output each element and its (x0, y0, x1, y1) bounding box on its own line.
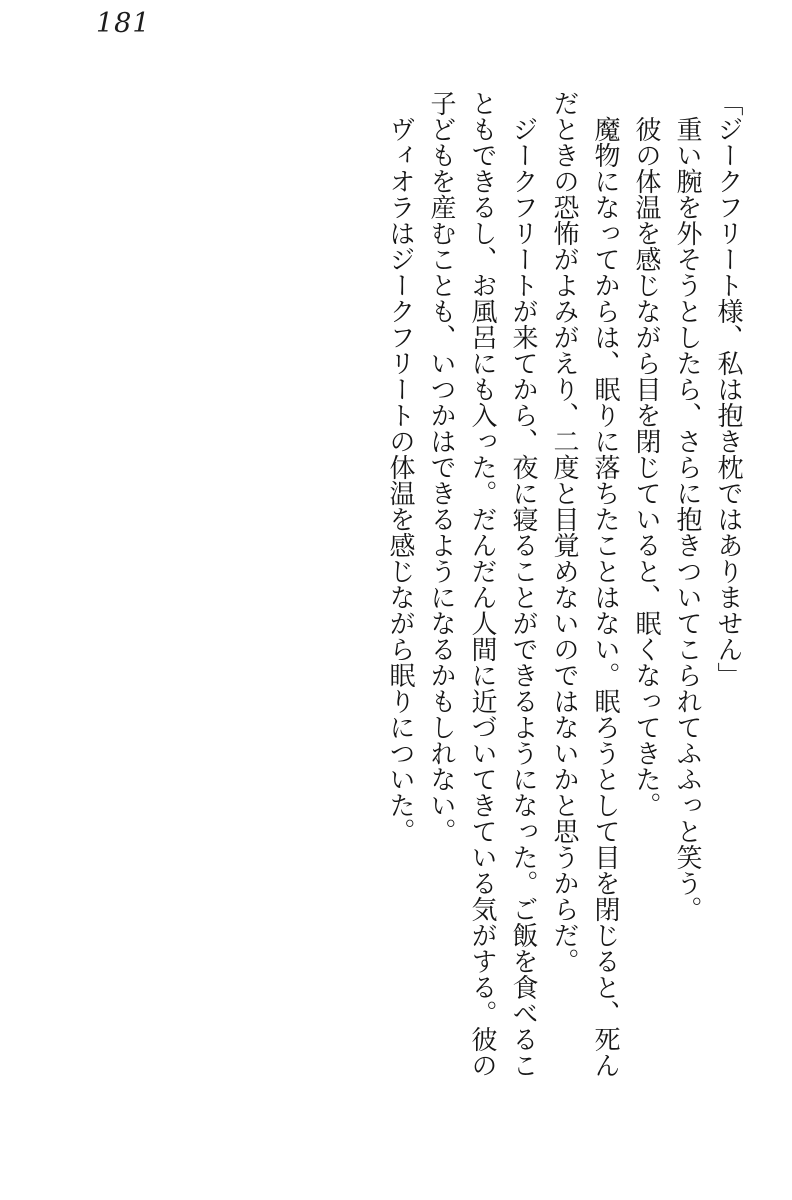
paragraph-dialogue-quote: 「ジークフリート様、私は抱き枕ではありません」 (713, 90, 743, 688)
paragraph: 重い腕を外そうとしたら、さらに抱きついてこられてふふっと笑う。 (672, 116, 702, 922)
page-number: 181 (96, 8, 151, 39)
paragraph: 彼の体温を感じながら目を閉じていると、眠くなってきた。 (631, 116, 661, 818)
body-text (379, 90, 748, 1080)
paragraph: 魔物になってからは、眠りに落ちたことはない。眠ろうとして目を閉じると、死んだときの恐怖がよみがえり、二度と目覚めないのではないかと思うからだ。 (549, 90, 620, 1078)
paragraph: ヴィオラはジークフリートの体温を感じながら眠りについた。 (385, 116, 415, 844)
paragraph: ジークフリートが来てから、夜に寝ることができるようになった。ご飯を食べることもできるし、お風呂にも入った。だんだん人間に近づいてきている気がする。彼の子どもを産むことも、いつかはできるようになるかもしれない。 (426, 90, 538, 1078)
